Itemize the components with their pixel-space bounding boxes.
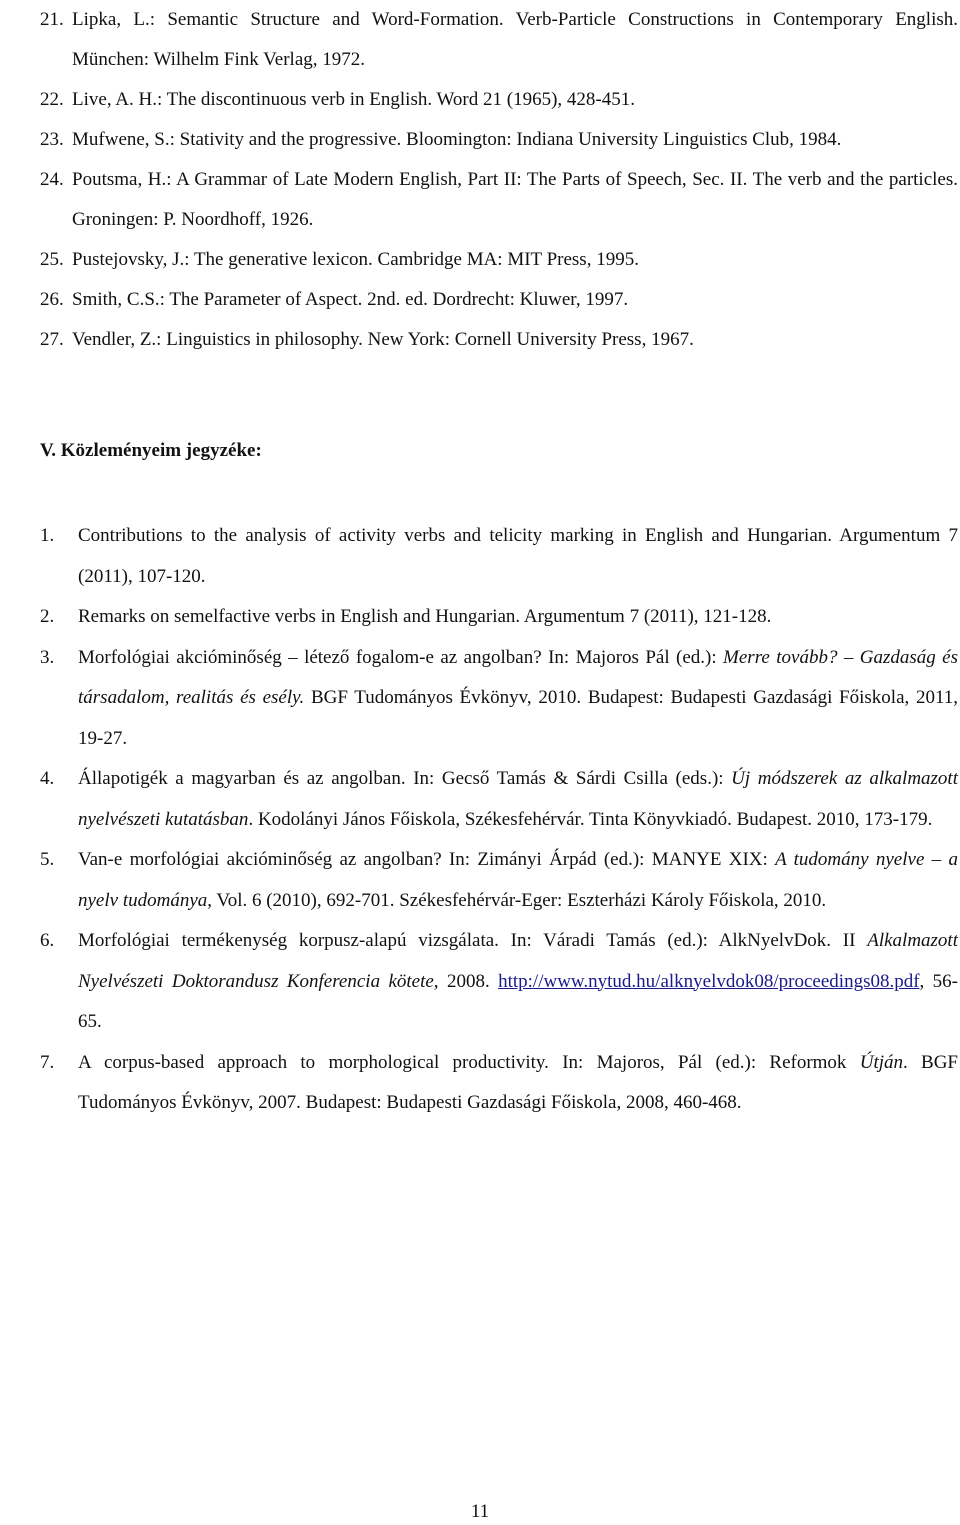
publication-text xyxy=(78,1043,958,1124)
publication-item xyxy=(40,840,958,921)
reference-text: Poutsma, H.: A Grammar of Late Modern English, Part II: The Parts of Speech, Sec. II. The verb and the particles. Groningen: P. Noordhoff, 1926. xyxy=(72,169,958,230)
reference-text: Vendler, Z.: Linguistics in philosophy. New York: Cornell University Press, 1967. xyxy=(72,329,694,350)
publication-text-plain: 2008. xyxy=(438,970,499,992)
publication-title-italic: Merre tovább? – Gazdaság és társadalom, realitás és esély. xyxy=(78,646,959,708)
publication-text: Contributions to the analysis of activity verbs and telicity marking in English and Hungarian. Argumentum 7 (2011), 107-120. xyxy=(78,525,958,587)
publication-list xyxy=(40,516,958,1124)
reference-number: 26. xyxy=(40,289,64,310)
publication-number: 7. xyxy=(40,1051,55,1073)
publication-text xyxy=(78,759,958,840)
publication-text: Remarks on semelfactive verbs in English and Hungarian. Argumentum 7 (2011), 121-128. xyxy=(78,606,772,627)
publication-text xyxy=(78,840,958,921)
publication-title-italic: Alkalmazott Nyelvészeti Doktorandusz Konferencia kötete, xyxy=(78,930,958,992)
reference-text: Mufwene, S.: Stativity and the progressive. Bloomington: Indiana University Linguistics Club, 1984. xyxy=(72,129,842,150)
reference-number: 21. xyxy=(40,9,64,30)
publication-text-plain: Morfológiai termékenység korpusz-alapú vizsgálata. In: Váradi Tamás (ed.): AlkNyelvDok. II xyxy=(78,930,868,951)
publication-item xyxy=(40,597,958,638)
reference-item xyxy=(40,320,958,360)
reference-item xyxy=(40,120,958,160)
publication-title-italic: Új módszerek az alkalmazott nyelvészeti kutatásban xyxy=(78,768,958,830)
reference-text: Pustejovsky, J.: The generative lexicon. Cambridge MA: MIT Press, 1995. xyxy=(72,249,639,270)
publication-number: 1. xyxy=(40,525,55,546)
publication-item xyxy=(40,1043,958,1124)
publication-title-italic: Útján xyxy=(859,1051,903,1073)
reference-item xyxy=(40,160,958,240)
publication-text-plain: Állapotigék a magyarban és az angolban. In: Gecső Tamás & Sárdi Csilla (eds.): xyxy=(78,768,732,789)
publication-text-plain: . Kodolányi János Főiskola, Székesfehérvár. Tinta Könyvkiadó. Budapest. 2010, 173-179. xyxy=(248,808,933,830)
reference-number: 22. xyxy=(40,89,64,110)
reference-number: 24. xyxy=(40,169,64,190)
reference-number: 25. xyxy=(40,249,64,270)
reference-number: 27. xyxy=(40,329,64,350)
reference-list xyxy=(40,0,958,360)
publication-text xyxy=(78,638,958,760)
page-number: 11 xyxy=(470,1501,490,1522)
reference-item xyxy=(40,280,958,320)
publication-text-plain: A corpus-based approach to morphological productivity. In: Majoros, Pál (ed.): Reformok xyxy=(78,1051,860,1073)
publication-title-italic: A tudomány nyelve – a nyelv tudománya xyxy=(78,849,958,911)
publication-number: 2. xyxy=(40,606,55,627)
reference-item xyxy=(40,240,958,280)
publication-item xyxy=(40,516,958,597)
publication-text-plain: BGF Tudományos Évkönyv, 2010. Budapest: Budapesti Gazdasági Főiskola, 2011, 19-27. xyxy=(78,687,958,749)
reference-text: Smith, C.S.: The Parameter of Aspect. 2nd. ed. Dordrecht: Kluwer, 1997. xyxy=(72,289,629,310)
reference-item xyxy=(40,0,958,80)
publication-text-plain: Morfológiai akcióminőség – létező fogalom-e az angolban? In: Majoros Pál (ed.): xyxy=(78,646,724,668)
publication-text-plain: , 56-65. xyxy=(78,970,959,1032)
publication-text-plain: . BGF Tudományos Évkönyv, 2007. Budapest: Budapesti Gazdasági Főiskola, 2008, 460-468. xyxy=(78,1051,958,1113)
reference-item xyxy=(40,80,958,120)
publications-heading: V. Közleményeim jegyzéke: xyxy=(40,440,262,461)
reference-text: Live, A. H.: The discontinuous verb in English. Word 21 (1965), 428-451. xyxy=(72,89,635,110)
publication-number: 4. xyxy=(40,768,55,789)
publication-number: 3. xyxy=(40,646,55,668)
reference-text: Lipka, L.: Semantic Structure and Word-Formation. Verb-Particle Constructions in Contemporary English. München: Wilhelm Fink Verlag, 1972. xyxy=(72,9,958,70)
publication-text xyxy=(78,921,958,1043)
reference-number: 23. xyxy=(40,129,64,150)
publication-number: 5. xyxy=(40,849,55,870)
publication-item xyxy=(40,759,958,840)
publication-item xyxy=(40,638,958,760)
publication-number: 6. xyxy=(40,930,55,951)
publication-text-plain: Van-e morfológiai akcióminőség az angolban? In: Zimányi Árpád (ed.): MANYE XIX: xyxy=(78,849,776,870)
publication-item xyxy=(40,921,958,1043)
publication-text-plain: , Vol. 6 (2010), 692-701. Székesfehérvár-Eger: Eszterházi Károly Főiskola, 2010. xyxy=(207,889,827,911)
proceedings-link[interactable]: http://www.nytud.hu/alknyelvdok08/proceedings08.pdf xyxy=(498,970,920,992)
